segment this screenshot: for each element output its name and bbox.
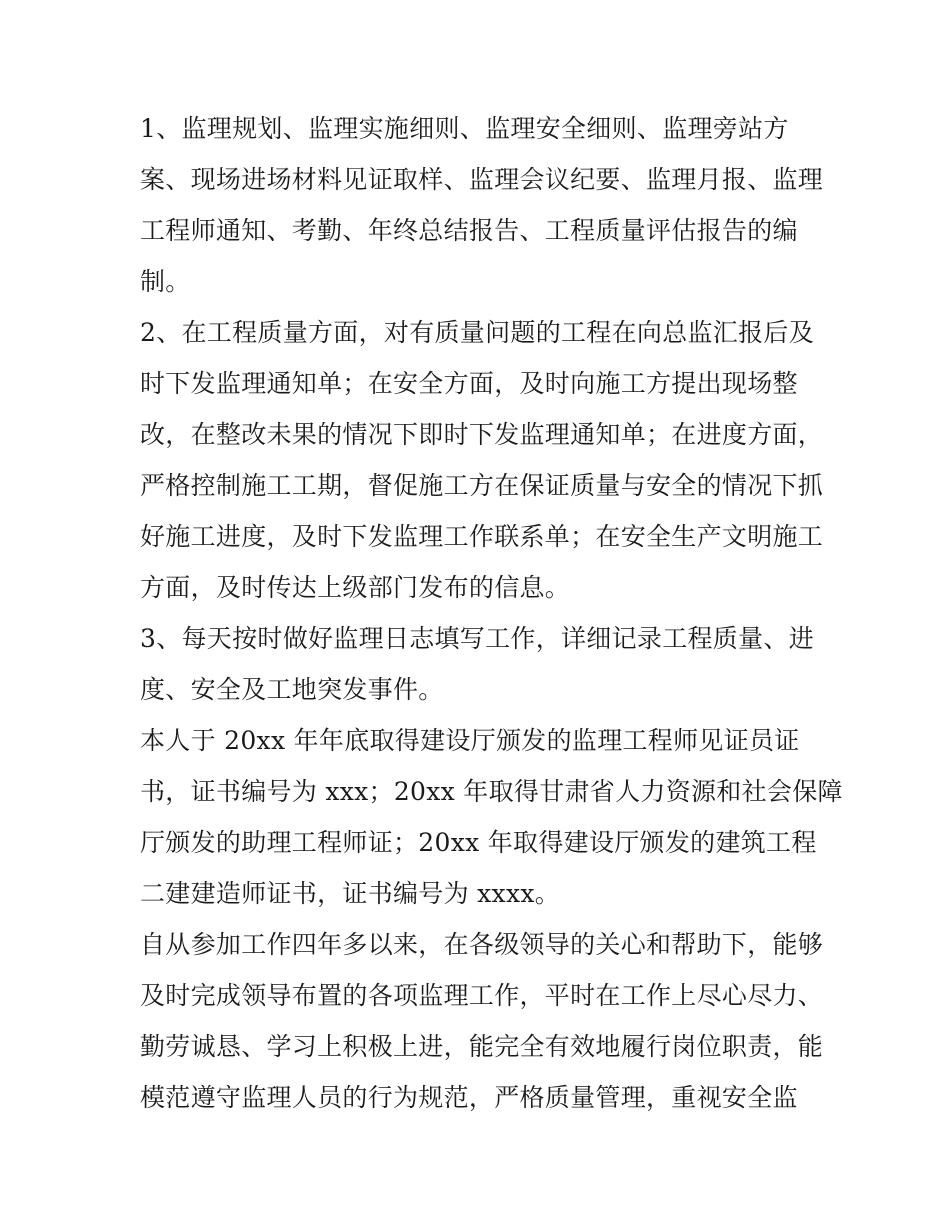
text-line: 2、在工程质量方面，对有质量问题的工程在向总监汇报后及 xyxy=(140,318,815,347)
text-line: 及时完成领导布置的各项监理工作，平时在工作上尽心尽力、 xyxy=(140,981,824,1010)
document-body xyxy=(140,103,843,1123)
text-line: 厅颁发的助理工程师证；20xx 年取得建设厅颁发的建筑工程 xyxy=(140,828,817,857)
text-line: 案、现场进场材料见证取样、监理会议纪要、监理月报、监理 xyxy=(140,165,824,194)
text-line: 改，在整改未果的情况下即时下发监理通知单；在进度方面， xyxy=(140,420,824,449)
text-line: 模范遵守监理人员的行为规范，严格质量管理，重视安全监 xyxy=(140,1083,798,1112)
text-line: 制。 xyxy=(140,267,191,296)
text-line: 严格控制施工工期，督促施工方在保证质量与安全的情况下抓 xyxy=(140,471,824,500)
text-line: 3、每天按时做好监理日志填写工作，详细记录工程质量、进 xyxy=(140,624,815,653)
text-line: 自从参加工作四年多以来，在各级领导的关心和帮助下，能够 xyxy=(140,930,824,959)
text-line: 1、监理规划、监理实施细则、监理安全细则、监理旁站方 xyxy=(140,114,789,143)
text-line: 工程师通知、考勤、年终总结报告、工程质量评估报告的编 xyxy=(140,216,798,245)
text-line: 本人于 20xx 年年底取得建设厅颁发的监理工程师见证员证 xyxy=(140,726,800,755)
text-line: 书，证书编号为 xxx；20xx 年取得甘肃省人力资源和社会保障 xyxy=(140,777,843,806)
text-line: 时下发监理通知单；在安全方面，及时向施工方提出现场整 xyxy=(140,369,798,398)
text-line: 方面，及时传达上级部门发布的信息。 xyxy=(140,573,571,602)
text-line: 二建建造师证书，证书编号为 xxxx。 xyxy=(140,879,561,908)
text-line: 勤劳诚恳、学习上积极上进，能完全有效地履行岗位职责，能 xyxy=(140,1032,824,1061)
text-line: 度、安全及工地突发事件。 xyxy=(140,675,444,704)
text-line: 好施工进度，及时下发监理工作联系单；在安全生产文明施工 xyxy=(140,522,824,551)
